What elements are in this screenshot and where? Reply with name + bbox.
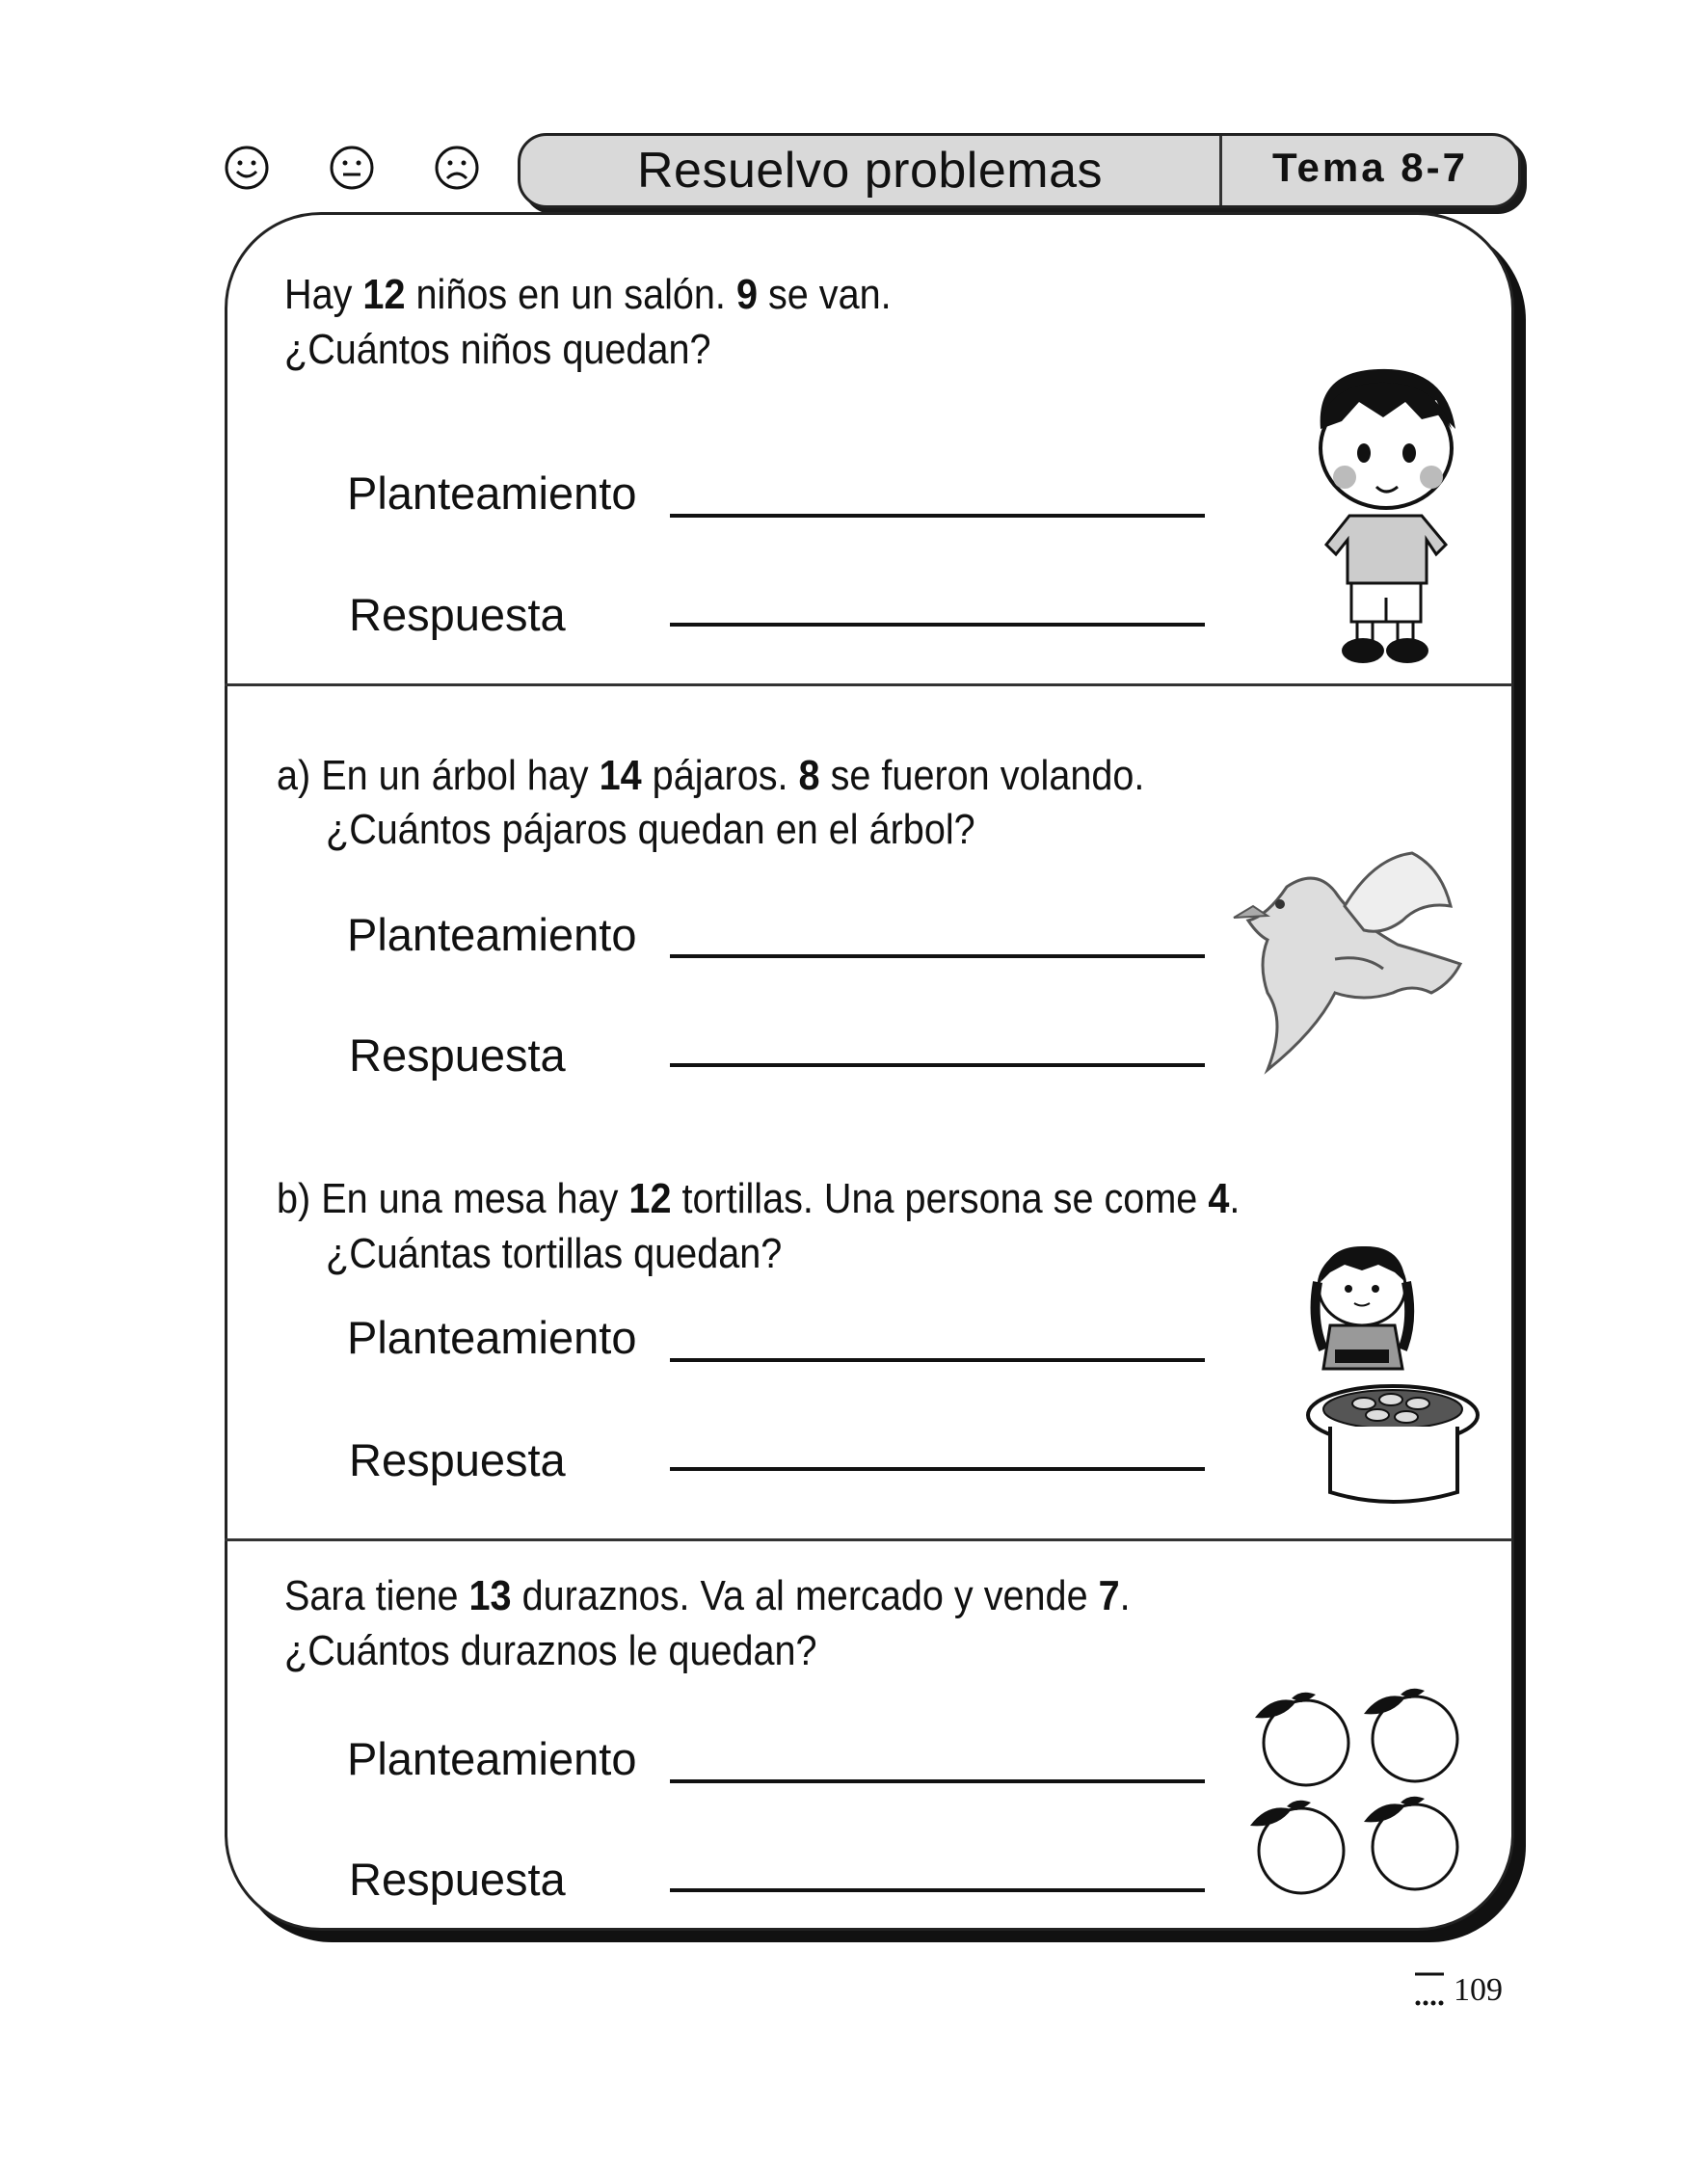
respuesta-answer-line[interactable] bbox=[670, 623, 1205, 627]
section-divider bbox=[225, 1538, 1512, 1541]
peaches-illustration bbox=[1243, 1677, 1475, 1899]
planteamiento-answer-line[interactable] bbox=[670, 954, 1205, 958]
peach-icon bbox=[1255, 1693, 1348, 1785]
respuesta-label: Respuesta bbox=[349, 1434, 566, 1485]
girl-with-tortillas-illustration bbox=[1306, 1243, 1484, 1509]
problem-2b-question: ¿Cuántas tortillas quedan? bbox=[326, 1230, 783, 1277]
title-banner bbox=[518, 133, 1521, 208]
problem-2a-question: ¿Cuántos pájaros quedan en el árbol? bbox=[326, 806, 975, 853]
self-evaluation-faces bbox=[224, 145, 484, 193]
planteamiento-answer-line[interactable] bbox=[670, 1779, 1205, 1783]
neutral-face-icon[interactable] bbox=[329, 145, 375, 191]
planteamiento-label: Planteamiento bbox=[347, 909, 637, 960]
planteamiento-label: Planteamiento bbox=[347, 1733, 637, 1784]
topic-label: Tema 8-7 bbox=[1272, 145, 1468, 190]
page-marker-icon bbox=[1412, 1968, 1447, 2009]
respuesta-answer-line[interactable] bbox=[670, 1063, 1205, 1067]
section-divider bbox=[225, 683, 1512, 686]
page-number: 109 bbox=[1454, 1972, 1503, 2008]
peach-icon bbox=[1364, 1797, 1457, 1889]
problem-3-statement: Sara tiene 13 duraznos. Va al mercado y vende 7. bbox=[284, 1572, 1131, 1619]
planteamiento-answer-line[interactable] bbox=[670, 514, 1205, 518]
bird-illustration bbox=[1229, 848, 1470, 1075]
page-title: Resuelvo problemas bbox=[636, 143, 1104, 199]
respuesta-answer-line[interactable] bbox=[670, 1888, 1205, 1892]
planteamiento-label: Planteamiento bbox=[347, 1312, 637, 1363]
peach-icon bbox=[1250, 1801, 1344, 1893]
problem-2b-statement: b) En una mesa hay 12 tortillas. Una persona se come 4. bbox=[277, 1175, 1241, 1222]
planteamiento-answer-line[interactable] bbox=[670, 1358, 1205, 1362]
respuesta-label: Respuesta bbox=[349, 1029, 566, 1081]
happy-face-icon[interactable] bbox=[224, 145, 270, 191]
boy-illustration bbox=[1301, 361, 1475, 670]
problem-3-question: ¿Cuántos duraznos le quedan? bbox=[284, 1627, 817, 1674]
problem-2a-statement: a) En un árbol hay 14 pájaros. 8 se fueron volando. bbox=[277, 752, 1145, 799]
sad-face-icon[interactable] bbox=[434, 145, 480, 191]
problem-1-question: ¿Cuántos niños quedan? bbox=[284, 326, 711, 373]
planteamiento-label: Planteamiento bbox=[347, 468, 637, 519]
peach-icon bbox=[1364, 1689, 1457, 1781]
respuesta-label: Respuesta bbox=[349, 589, 566, 640]
problem-1-statement: Hay 12 niños en un salón. 9 se van. bbox=[284, 271, 892, 318]
respuesta-answer-line[interactable] bbox=[670, 1467, 1205, 1471]
respuesta-label: Respuesta bbox=[349, 1854, 566, 1905]
